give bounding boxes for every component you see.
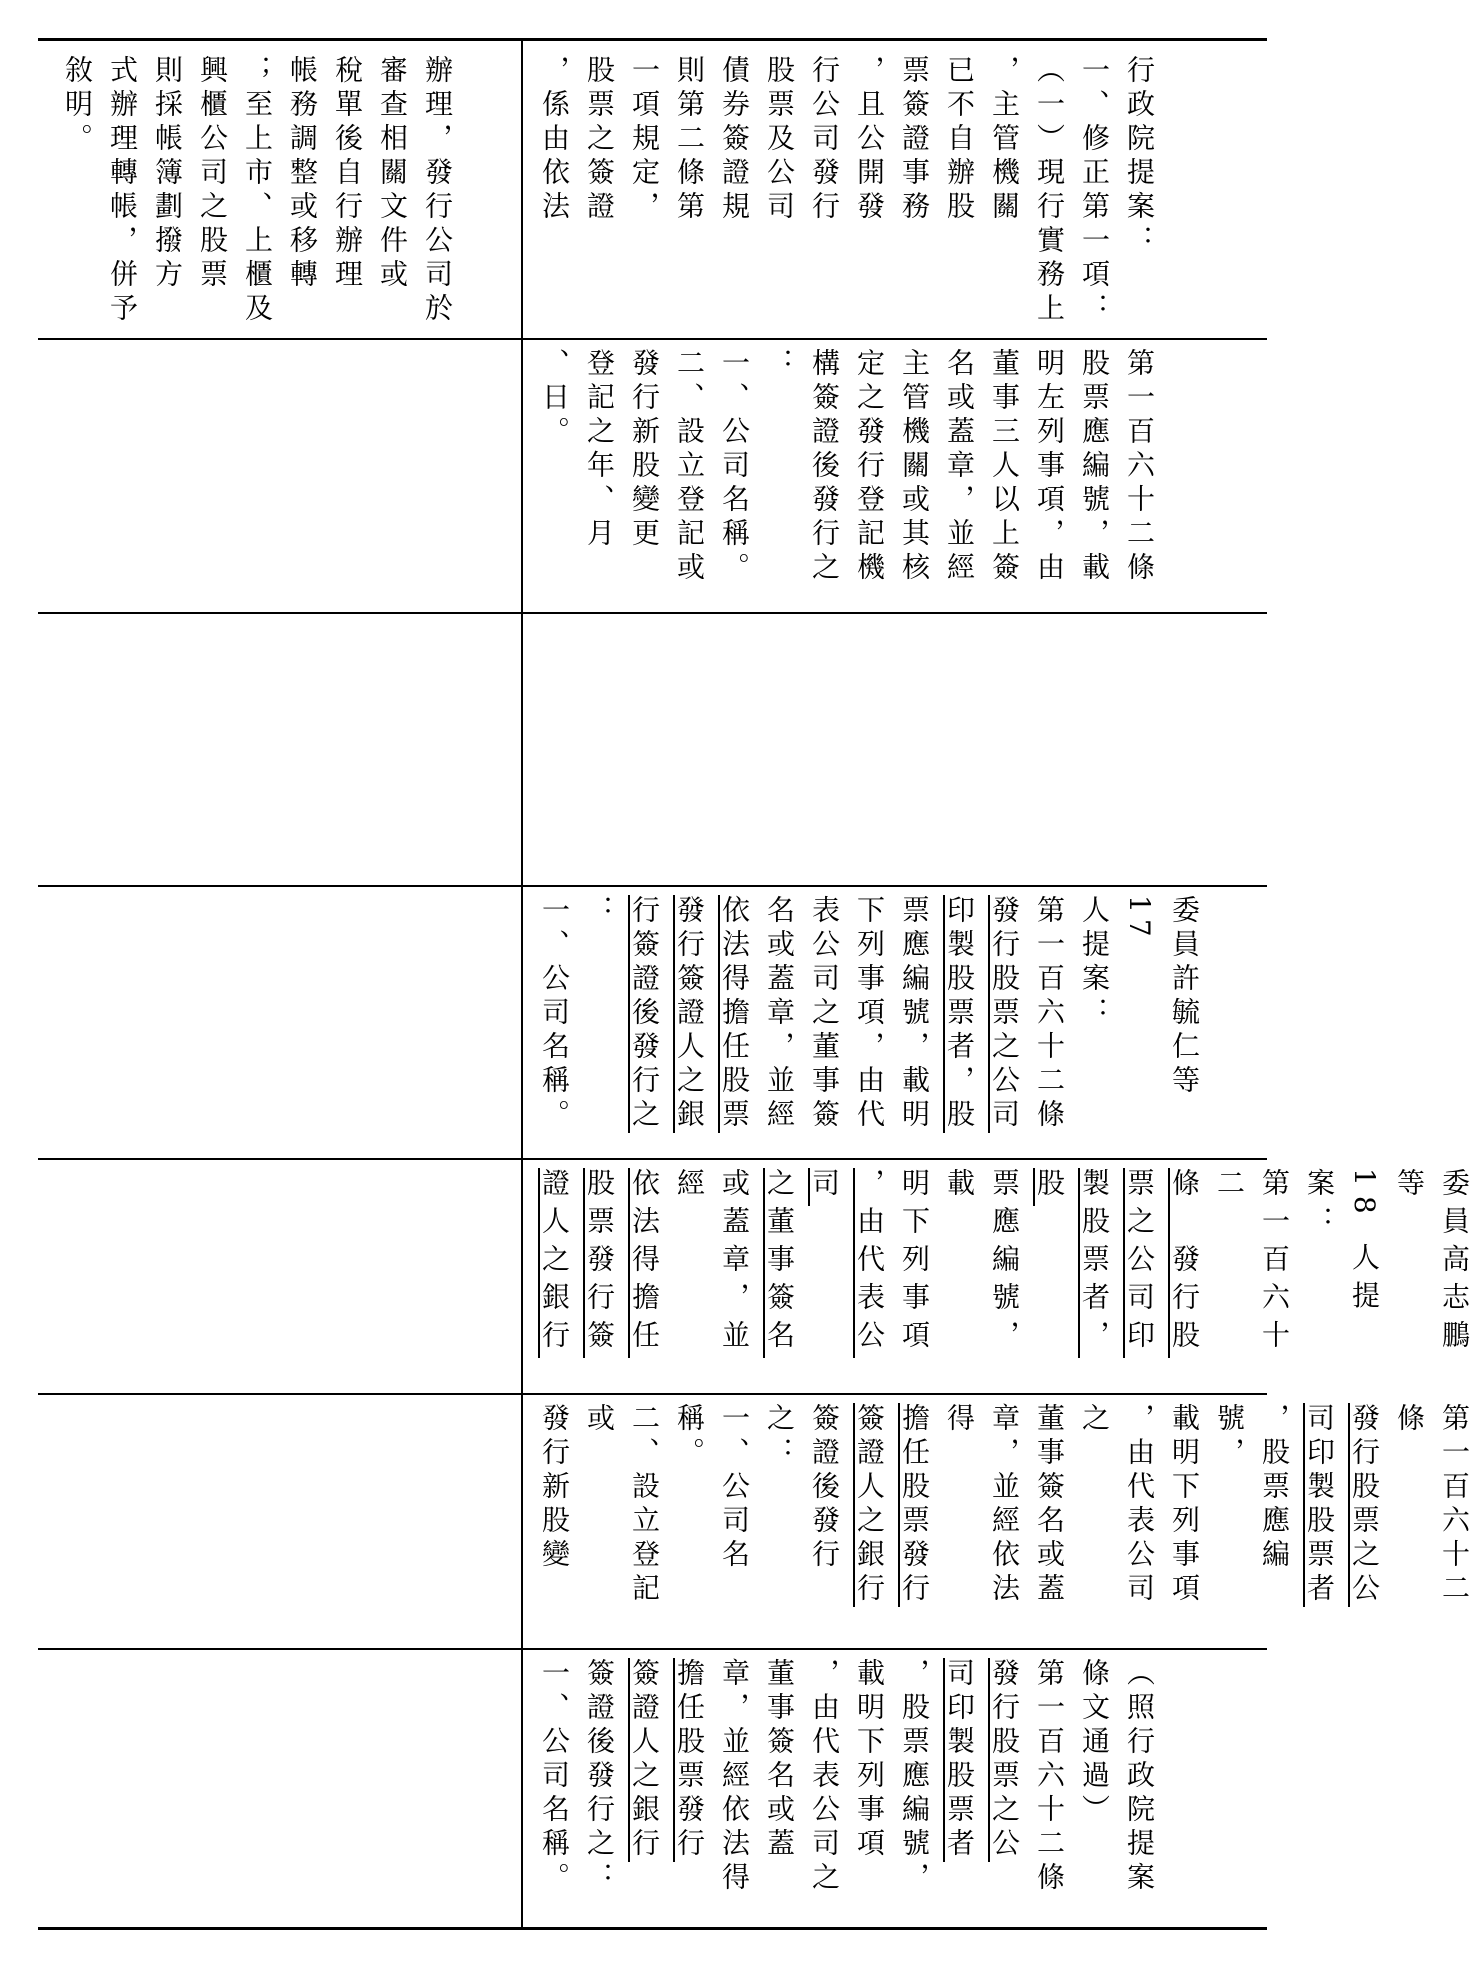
text-line: 明下列事項: [898, 1168, 931, 1358]
text-line: 條文通過）: [1078, 1658, 1111, 1828]
text-line: 第一百六十二條: [1033, 1658, 1066, 1896]
text-line: 證人之銀行: [538, 1168, 571, 1358]
text-line: 登記之年、月: [583, 348, 616, 552]
text-line: ，由代表公司之: [1078, 1403, 1156, 1607]
row-divider: [38, 885, 1267, 887]
text-line: 帳務調整或移轉: [286, 55, 319, 293]
text-line: ，股票應編號，: [1213, 1403, 1291, 1573]
text-line: 發行簽證人之銀: [673, 895, 706, 1133]
text-line: 票應編號，載: [943, 1168, 1021, 1358]
text-line: 載明下列事項: [853, 1658, 886, 1862]
committee-result-right-cell: [532, 1658, 1262, 1920]
text-line: 興櫃公司之股票: [196, 55, 229, 293]
text-line: （一）現行實務上: [1033, 55, 1066, 327]
text-line: 行簽證後發行之: [628, 895, 661, 1133]
text-line: （照行政院提案: [1123, 1658, 1156, 1896]
text-line: 18 人提案：: [1303, 1168, 1381, 1319]
text-line: ，係由依法: [538, 55, 571, 225]
text-line: 司印製股票者: [943, 1658, 976, 1862]
text-line: 發行股票之公司: [988, 895, 1021, 1133]
text-line: 表公司之董事簽: [808, 895, 841, 1133]
text-line: 一、修正第一項：: [1078, 55, 1111, 327]
committee-result-left-cell: [55, 1658, 510, 1920]
proposal-hsu-right-cell: [532, 895, 1262, 1150]
text-line: 審查相關文件或: [376, 55, 409, 293]
text-line: 構簽證後發行之: [808, 348, 841, 586]
text-line: 第一百六十二條: [1123, 348, 1156, 586]
text-line: ，且公開發: [853, 55, 886, 225]
text-line: 發行新股變更: [628, 348, 661, 552]
text-line: ：: [583, 895, 616, 929]
text-line: 擔任股票發行: [673, 1658, 706, 1862]
text-line: 條 發行股: [1168, 1168, 1201, 1358]
text-line: 董事簽名或蓋: [1033, 1403, 1066, 1607]
text-line: 董事三人以上簽: [988, 348, 1021, 586]
text-line: 一、公司名稱。: [538, 895, 571, 1133]
proposal-kao-text: [532, 1168, 1477, 1385]
text-line: 發行股票之公: [988, 1658, 1021, 1862]
text-line: ，由代表公司之: [808, 1658, 841, 1896]
text-line: ：: [763, 348, 796, 382]
explanation-left-cell: [55, 55, 510, 330]
text-line: 第一百六十二條: [1393, 1403, 1471, 1607]
explanation-continued-text: [55, 55, 460, 330]
text-line: 、日。: [538, 348, 571, 450]
text-line: 製股票者，股: [1033, 1168, 1111, 1358]
text-line: 已不自辦股: [943, 55, 976, 225]
proposal-3-left-cell: [55, 1403, 510, 1640]
text-line: 簽證人之銀行: [853, 1403, 886, 1607]
text-line: 式辦理轉帳，併予: [106, 55, 139, 327]
current-law-left-cell: [55, 348, 510, 604]
text-line: ，股票應編號，: [898, 1658, 931, 1896]
text-line: 則第二條第: [673, 55, 706, 225]
text-line: 下列事項，由代: [853, 895, 886, 1133]
text-line: 一、公司名稱。: [538, 1658, 571, 1896]
text-line: 董事簽名或蓋: [763, 1658, 796, 1862]
text-line: 票簽證事務: [898, 55, 931, 225]
explanation-right-cell: [532, 55, 1262, 330]
text-line: 第一百六十二條: [1033, 895, 1066, 1133]
blank-left-cell: [55, 622, 510, 877]
proposal-hsu-text: [532, 895, 1207, 1150]
committee-result-text: [532, 1658, 1162, 1920]
proposal-3-right-cell: [532, 1403, 1471, 1640]
text-line: 章，並經依法得: [943, 1403, 1021, 1607]
text-line: 主管機關或其核: [898, 348, 931, 586]
proposal-hsu-left-cell: [55, 895, 510, 1150]
text-line: 名或蓋章，並經: [943, 348, 976, 586]
text-line: 明左列事項，由: [1033, 348, 1066, 586]
text-line: 載明下列事項: [1168, 1403, 1201, 1607]
text-line: 印製股票者，股: [943, 895, 976, 1133]
text-line: 依法得擔任股票: [718, 895, 751, 1133]
text-line: 或蓋章，並經: [673, 1168, 751, 1358]
current-law-right-cell: [532, 348, 1262, 604]
text-line: 簽證人之銀行: [628, 1658, 661, 1862]
text-line: 行政院提案：: [1123, 55, 1156, 259]
current-article-162-text: [532, 348, 1162, 604]
text-line: 股票發行簽: [583, 1168, 616, 1358]
text-line: 委員高志鵬等: [1393, 1168, 1471, 1358]
text-line: 發行股票之公: [1348, 1403, 1381, 1607]
text-line: 人提案：: [1078, 895, 1111, 1031]
text-line: 名或蓋章，並經: [763, 895, 796, 1133]
text-line: 簽證後發行之：: [583, 1658, 616, 1896]
proposal-kao-right-cell: [532, 1168, 1471, 1385]
text-line: 辦理，發行公司於: [421, 55, 454, 327]
proposal-kao-left-cell: [55, 1168, 510, 1385]
text-line: 定之發行登記機: [853, 348, 886, 586]
text-line: 發行新股變: [538, 1403, 571, 1573]
row-divider: [38, 1648, 1267, 1650]
text-line: 稅單後自行辦理: [331, 55, 364, 293]
executive-yuan-explanation-text: [532, 55, 1162, 330]
text-line: 股票及公司: [763, 55, 796, 225]
text-line: 章，並經依法得: [718, 1658, 751, 1896]
table-bottom-border: [38, 1927, 1267, 1930]
text-line: 敘明。: [61, 55, 94, 157]
row-divider: [38, 1158, 1267, 1160]
text-line: 司印製股票者: [1303, 1403, 1336, 1607]
blank-right-cell: [532, 622, 1262, 877]
text-line: 則採帳簿劃撥方: [151, 55, 184, 293]
text-line: 股票應編號，載: [1078, 348, 1111, 586]
text-line: 第一百六十二: [1213, 1168, 1291, 1358]
text-line: 行公司發行: [808, 55, 841, 225]
text-line: 債券簽證規: [718, 55, 751, 225]
row-divider: [38, 612, 1267, 614]
text-line: 擔任股票發行: [898, 1403, 931, 1607]
text-line: 票之公司印: [1123, 1168, 1156, 1358]
row-divider: [38, 338, 1267, 340]
row-divider: [38, 1393, 1267, 1395]
table-top-border: [38, 38, 1267, 41]
text-line: 二、設立登記或: [673, 348, 706, 586]
proposal-3-text: [532, 1403, 1477, 1640]
text-line: 簽證後發行之：: [763, 1403, 841, 1573]
text-line: 股票之簽證: [583, 55, 616, 225]
text-line: ，由代表公司: [808, 1168, 886, 1358]
text-line: 依法得擔任: [628, 1168, 661, 1358]
text-line: ，主管機關: [988, 55, 1021, 225]
text-line: 二、設立登記或: [583, 1403, 661, 1607]
text-line: 一、公司名稱。: [718, 348, 751, 586]
text-line: 票應編號，載明: [898, 895, 931, 1133]
text-line: 委員許毓仁等 17: [1123, 895, 1201, 1099]
column-divider: [521, 38, 523, 1930]
text-line: 一項規定，: [628, 55, 661, 225]
text-line: 之董事簽名: [763, 1168, 796, 1358]
text-line: 一、公司名稱。: [673, 1403, 751, 1573]
text-line: ；至上市、上櫃及: [241, 55, 274, 327]
